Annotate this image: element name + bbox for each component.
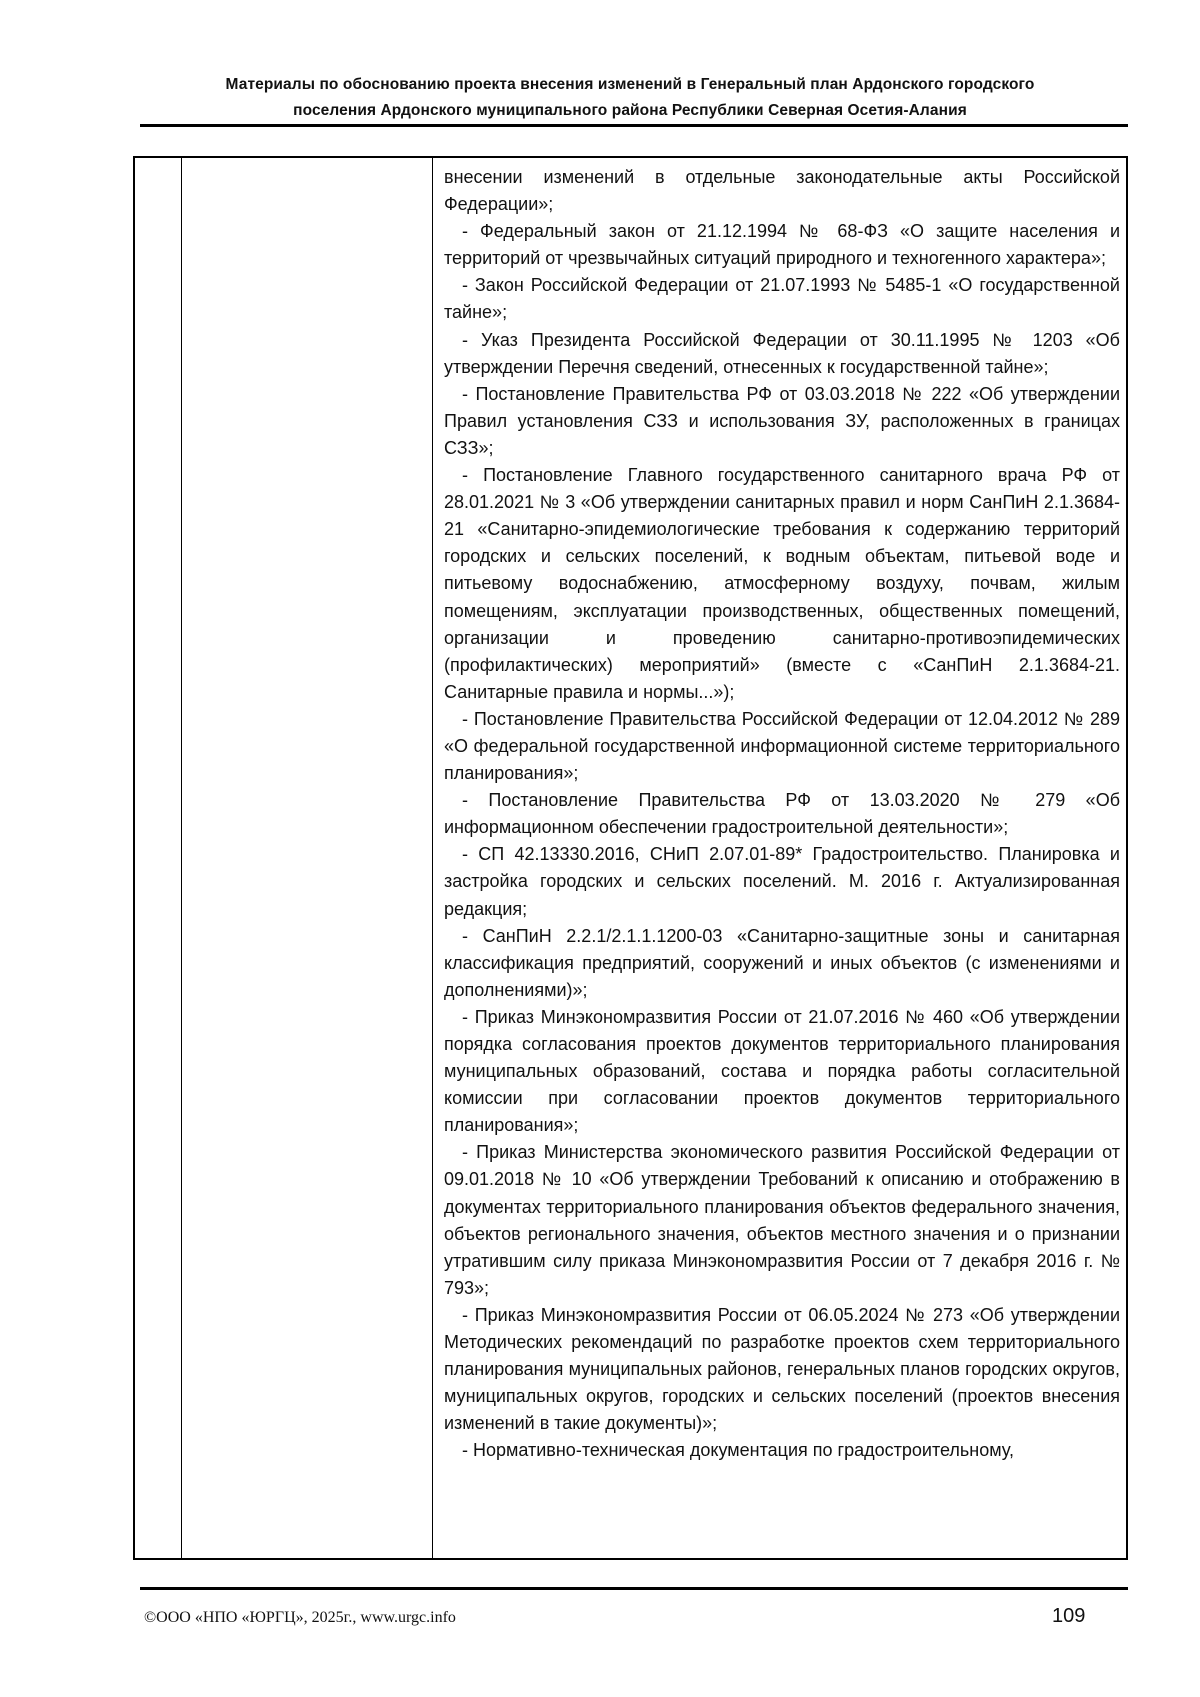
header-divider [140, 124, 1128, 127]
paragraph: - Приказ Минэкономразвития России от 21.07.2016 № 460 «Об утверждении порядка согласования проектов документов территориального планирования муниципальных образований, состава и порядка работы согласительной комиссии при согласовании проектов документов территориального планирования»; [444, 1006, 1120, 1136]
paragraph: - Закон Российской Федерации от 21.07.1993 № 5485-1 «О государственной тайне»; [444, 275, 1120, 323]
paragraph: - Приказ Минэкономразвития России от 06.05.2024 № 273 «Об утверждении Методических рекомендаций по разработке проектов схем территориального планирования муниципальных районов, генеральных планов городских округов, муниципальных округов, городских и сельских поселений (проектов внесения изменений в такие документы)»; [444, 1304, 1120, 1434]
paragraph: - СанПиН 2.2.1/2.1.1.1200-03 «Санитарно-защитные зоны и санитарная классификация предприятий, сооружений и иных объектов (с изменениями и дополнениями)»; [444, 925, 1120, 1000]
paragraph: - Нормативно-техническая документация по градостроительному, [462, 1440, 1015, 1461]
paragraph: - Указ Президента Российской Федерации от 30.11.1995 № 1203 «Об утверждении Перечня сведений, отнесенных к государственной тайне»; [444, 329, 1120, 377]
header-line-1: Материалы по обоснованию проекта внесения изменений в Генеральный план Ардонского городского [225, 76, 1035, 93]
paragraph: - Постановление Правительства РФ от 03.03.2018 № 222 «Об утверждении Правил установления СЗЗ и использования ЗУ, расположенных в границах СЗЗ»; [444, 383, 1120, 458]
page-number: 109 [1052, 1605, 1086, 1627]
footer-copyright: ©ООО «НПО «ЮРГЦ», 2025г., www.urgc.info [144, 1609, 456, 1626]
paragraph: - Постановление Правительства РФ от 13.03.2020 № 279 «Об информационном обеспечении градостроительной деятельности»; [444, 790, 1120, 838]
paragraph: - СП 42.13330.2016, СНиП 2.07.01-89* Градостроительство. Планировка и застройка городских и сельских поселений. М. 2016 г. Актуализированная редакция; [444, 844, 1120, 919]
paragraph: - Постановление Главного государственного санитарного врача РФ от 28.01.2021 № 3 «Об утверждении санитарных правил и норм СанПиН 2.1.3684-21 «Санитарно-эпидемиологические требования к содержанию территорий городских и сельских поселений, к водным объектам, питьевой воде и питьевому водоснабжению, атмосферному воздуху, почвам, жилым помещениям, эксплуатации производственных, общественных помещений, организации и проведению санитарно-противоэпидемических (профилактических) мероприятий» (вместе с «СанПиН 2.1.3684-21. Санитарные правила и нормы...»); [444, 465, 1120, 702]
table-cell-content [444, 164, 1120, 1465]
column-divider-2 [432, 158, 433, 1558]
header-line-2: поселения Ардонского муниципального района Республики Северная Осетия-Алания [293, 102, 967, 119]
column-divider-1 [181, 158, 182, 1558]
paragraph: - Приказ Министерства экономического развития Российской Федерации от 09.01.2018 № 10 «Об утверждении Требований к описанию и отображению в документах территориального планирования объектов федерального значения, объектов регионального значения, объектов местного значения и о признании утратившим силу приказа Минэкономразвития России от 7 декабря 2016 г. № 793»; [444, 1142, 1120, 1298]
paragraph: внесении изменений в отдельные законодательные акты Российской Федерации»; [444, 167, 1120, 215]
paragraph: - Федеральный закон от 21.12.1994 № 68-ФЗ «О защите населения и территорий от чрезвычайных ситуаций природного и техногенного характера»; [444, 221, 1120, 269]
page-header [140, 72, 1120, 124]
paragraph: - Постановление Правительства Российской Федерации от 12.04.2012 № 289 «О федеральной государственной информационной системе территориального планирования»; [444, 708, 1120, 784]
footer-divider [140, 1587, 1128, 1590]
document-table [133, 156, 1128, 1560]
